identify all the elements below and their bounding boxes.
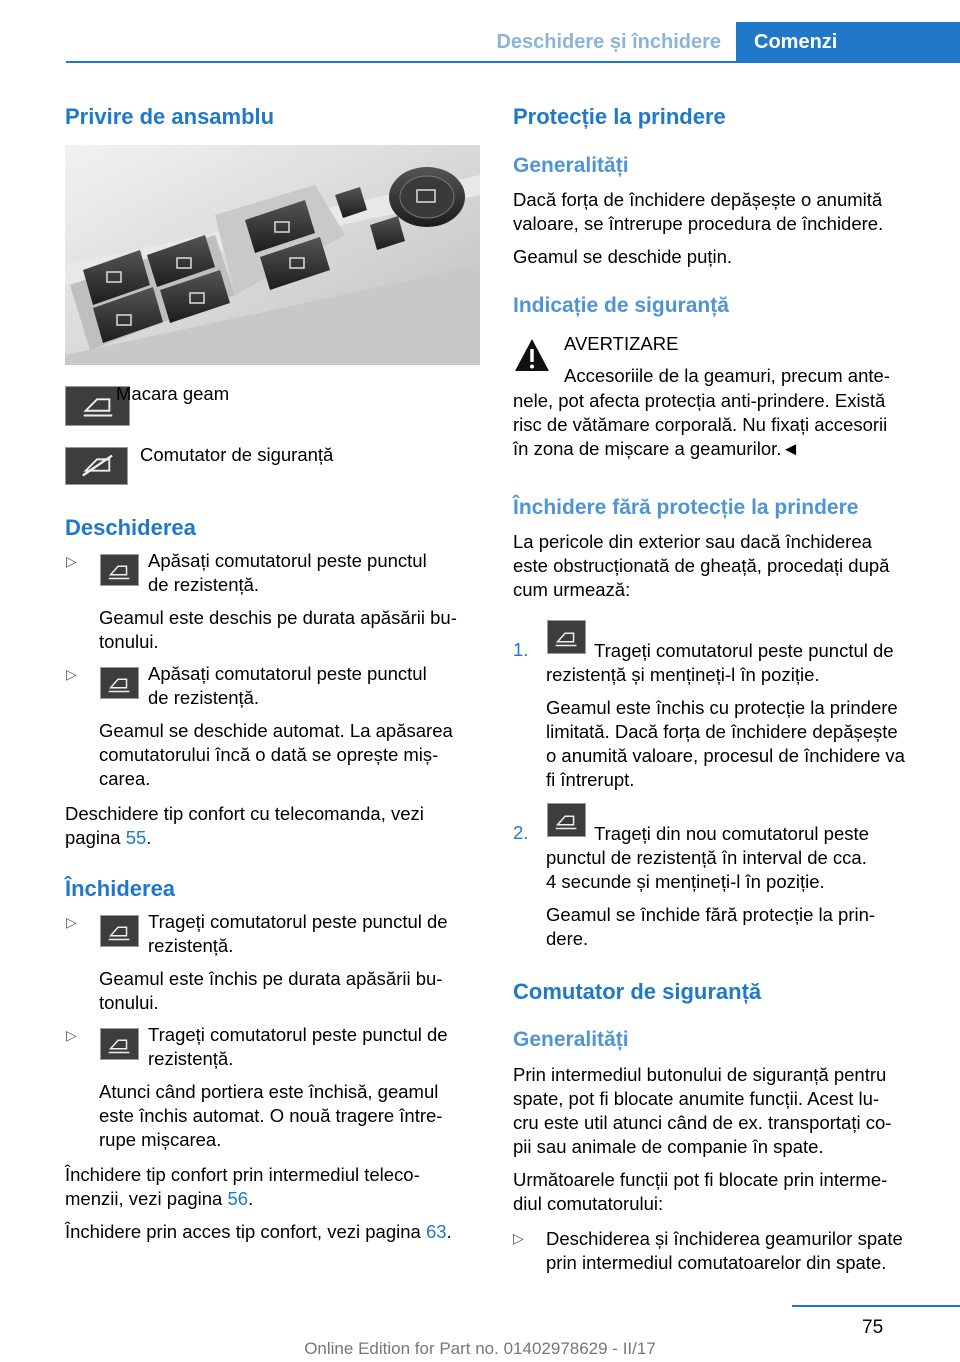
step-2-first: Trageți din nou comutatorul peste: [594, 823, 869, 844]
open-step-2-line1: Apăsați comutatorul peste punctul: [148, 663, 427, 684]
switch-text-line4: pii sau animale de companie în spate.: [513, 1136, 824, 1157]
switch-text-line1: Prin intermediul butonului de siguranță pentru: [513, 1064, 887, 1085]
page-number: 75: [862, 1317, 884, 1338]
open-step-1-detail1: Geamul este deschis pe durata apăsării bu-: [99, 607, 457, 628]
switch-general-heading: Generalități: [513, 1028, 629, 1051]
page-link-55[interactable]: 55: [125, 827, 147, 848]
step-1-detail2: limitată. Dacă forța de închidere depășește: [546, 721, 898, 742]
open-heading: Deschiderea: [65, 515, 196, 540]
overview-heading: Privire de ansamblu: [65, 104, 275, 129]
pinch-heading: Protecție la prindere: [513, 104, 726, 129]
safety-heading: Indicație de siguranță: [513, 294, 729, 317]
switch-heading: Comutator de siguranță: [513, 979, 762, 1004]
step-1-detail3: o anumită valoare, procesul de închidere va: [546, 745, 905, 766]
open-step-1-line1: Apăsați comutatorul peste punctul: [148, 550, 427, 571]
open-step-2-detail3: carea.: [99, 768, 151, 789]
general-text-line1: Dacă forța de închidere depășește o anumită: [513, 189, 883, 210]
general-text-line2: valoare, se întrerupe procedura de închidere.: [513, 213, 884, 234]
warning-text-line1: Accesoriile de la geamuri, precum ante-: [564, 365, 890, 386]
open-comfort-line1: Deschidere tip confort cu telecomanda, vezi: [65, 803, 424, 824]
close-step-2-detail1: Atunci când portiera este închisă, geamul: [99, 1081, 439, 1102]
open-step-2-detail1: Geamul se deschide automat. La apăsarea: [99, 720, 453, 741]
close-comfort-1-line2: menzii, vezi pagina 56.: [65, 1188, 254, 1209]
footer-rule: [792, 1305, 960, 1307]
warning-text-line3: risc de vătămare corporală. Nu fixați accesorii: [513, 414, 888, 435]
close-heading: Închiderea: [65, 876, 176, 901]
close-step-2-detail3: rupe mișcarea.: [99, 1129, 222, 1150]
bullet-1-line2: prin intermediul comutatoarelor din spate.: [546, 1252, 887, 1273]
close-step-1-line1: Trageți comutatorul peste punctul de: [148, 911, 448, 932]
warning-text-line2: nele, pot afecta protecția anti-prindere. Există: [513, 390, 886, 411]
window-switch-photo: [65, 145, 480, 365]
close-step-2-line1: Trageți comutatorul peste punctul de: [148, 1024, 448, 1045]
noprot-text-line3: cum urmează:: [513, 579, 631, 600]
warning-text-line4: în zona de mișcare a geamurilor.◄: [513, 438, 800, 459]
step-2-line2: punctul de rezistență în interval de cca.: [546, 847, 867, 868]
open-step-1-detail2: tonului.: [99, 631, 159, 652]
close-comfort-2: Închidere prin acces tip confort, vezi pagina 63.: [65, 1221, 452, 1242]
open-step-1-line2: de rezistență.: [148, 574, 260, 595]
switch-text-line2: spate, pot fi blocate anumite funcții. Acest lu-: [513, 1088, 880, 1109]
close-step-1-detail2: tonului.: [99, 992, 159, 1013]
switch-text2-line2: diul comutatorului:: [513, 1193, 664, 1214]
step-1-detail1: Geamul este închis cu protecție la prindere: [546, 697, 898, 718]
bullet-marker: ▷: [513, 1230, 524, 1246]
safety-switch-icon: [65, 447, 128, 485]
general-heading: Generalități: [513, 154, 629, 177]
open-step-2-line2: de rezistență.: [148, 687, 260, 708]
window-lift-icon: [547, 620, 586, 654]
step-2-detail2: dere.: [546, 928, 589, 949]
switch-text-line3: cru este util atunci când de ex. transportați co-: [513, 1112, 892, 1133]
window-lift-icon: [100, 1028, 139, 1060]
open-step-2-detail2: comutatorului încă o dată se oprește miș-: [99, 744, 439, 765]
header-section-tab: Deschidere și închidere: [496, 31, 721, 53]
close-step-1-line2: rezistență.: [148, 935, 234, 956]
bullet-marker: ▷: [66, 1027, 77, 1043]
warning-icon: [512, 335, 552, 375]
open-comfort-line2: pagina 55.: [65, 827, 152, 848]
bullet-marker: ▷: [66, 666, 77, 682]
legend-label-safety-switch: Comutator de siguranță: [140, 444, 334, 465]
step-2-line3: 4 secunde și mențineți-l în poziție.: [546, 871, 825, 892]
page-link-56[interactable]: 56: [227, 1188, 249, 1209]
window-lift-icon: [100, 915, 139, 947]
close-comfort-1-line1: Închidere tip confort prin intermediul teleco-: [65, 1164, 420, 1185]
step-2-detail1: Geamul se închide fără protecție la prin-: [546, 904, 876, 925]
window-lift-icon: [547, 803, 586, 837]
close-step-2-detail2: este închis automat. O nouă tragere între-: [99, 1105, 443, 1126]
close-step-1-detail1: Geamul este închis pe durata apăsării bu-: [99, 968, 443, 989]
general-text2: Geamul se deschide puțin.: [513, 246, 733, 267]
switch-text2-line1: Următoarele funcții pot fi blocate prin interme-: [513, 1169, 888, 1190]
close-step-2-line2: rezistență.: [148, 1048, 234, 1069]
step-number-1: 1.: [513, 639, 529, 660]
step-number-2: 2.: [513, 822, 529, 843]
window-lift-icon: [100, 667, 139, 699]
warning-label: AVERTIZARE: [564, 333, 679, 354]
bullet-marker: ▷: [66, 553, 77, 569]
noprot-text-line2: este obstrucționată de gheață, procedați după: [513, 555, 890, 576]
step-1-detail4: fi întrerupt.: [546, 769, 635, 790]
noprot-text-line1: La pericole din exterior sau dacă închiderea: [513, 531, 872, 552]
bullet-marker: ▷: [66, 914, 77, 930]
noprot-heading: Închidere fără protecție la prindere: [513, 496, 859, 519]
header-chapter-tab: Comenzi: [736, 22, 960, 63]
legend-label-window-lift: Macara geam: [116, 383, 230, 404]
step-1-line2: rezistență și mențineți-l în poziție.: [546, 664, 820, 685]
page-link-63[interactable]: 63: [425, 1221, 447, 1242]
window-lift-icon: [100, 554, 139, 586]
footer-edition: Online Edition for Part no. 01402978629 - II/17: [304, 1339, 656, 1358]
bullet-1-line1: Deschiderea și închiderea geamurilor spate: [546, 1228, 903, 1249]
step-1-first: Trageți comutatorul peste punctul de: [594, 640, 894, 661]
